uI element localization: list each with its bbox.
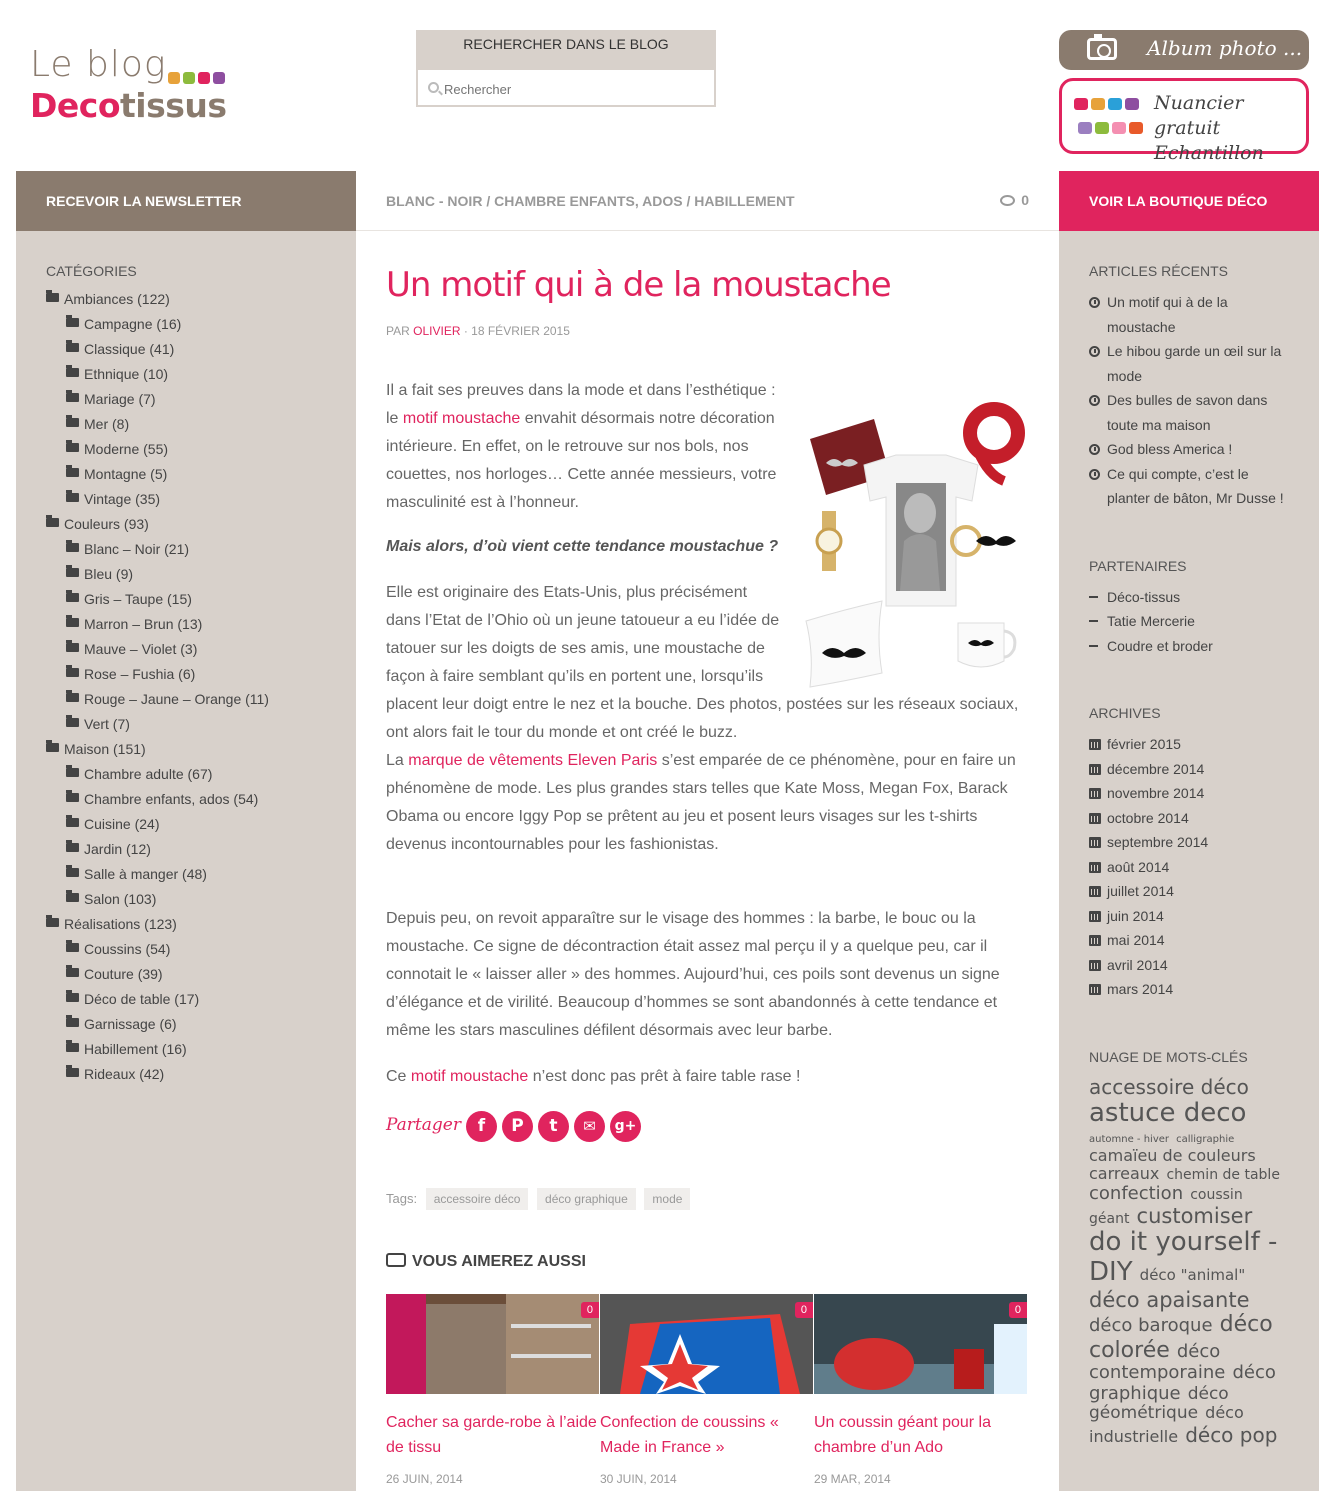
folder-icon (66, 893, 79, 902)
partners-title: PARTENAIRES (1089, 557, 1187, 574)
folder-icon (66, 868, 79, 877)
post-title: Un motif qui à de la moustache (386, 265, 891, 305)
album-label: Album photo ... (1147, 36, 1303, 60)
calendar-icon (1089, 960, 1101, 971)
tags-label: Tags: (386, 1191, 418, 1206)
category-item[interactable] (46, 815, 326, 840)
partner-item[interactable] (1089, 585, 1289, 610)
recent-article-item[interactable] (1089, 339, 1289, 388)
folder-icon (66, 993, 79, 1002)
post-date: · 18 FÉVRIER 2015 (463, 324, 570, 338)
recent-article-link[interactable]: Ce qui compte, c’est le planter de bâton, Mr Dusse ! (1107, 465, 1284, 506)
category-item[interactable] (46, 940, 326, 965)
logo-line-1: Le blog (30, 44, 167, 85)
category-item[interactable] (46, 840, 326, 865)
folder-icon (66, 368, 79, 377)
breadcrumb-sep: / (682, 193, 695, 209)
logo-square (168, 72, 180, 84)
category-item[interactable] (46, 340, 326, 365)
archive-item[interactable] (1089, 928, 1289, 953)
tag-cloud-link[interactable]: coussin géant (1089, 1186, 1243, 1228)
folder-icon (66, 843, 79, 852)
related-thumbnail[interactable] (600, 1294, 813, 1394)
logo-square (183, 72, 195, 84)
left-sidebar (16, 231, 356, 1491)
category-link[interactable]: Réalisations (123) (64, 916, 177, 932)
category-item[interactable] (46, 915, 326, 940)
related-thumbnail[interactable] (814, 1294, 1027, 1394)
folder-icon (66, 1043, 79, 1052)
eleven-paris-link[interactable]: marque de vêtements Eleven Paris (408, 752, 658, 769)
tag-cloud-link[interactable]: déco "animal" (1139, 1266, 1246, 1285)
category-link[interactable]: Déco de table (17) (84, 991, 200, 1007)
partner-item[interactable] (1089, 634, 1289, 659)
category-item[interactable] (46, 740, 326, 765)
category-item[interactable] (46, 665, 326, 690)
archive-item[interactable] (1089, 781, 1289, 806)
category-item[interactable] (46, 1040, 326, 1065)
recent-title: ARTICLES RÉCENTS (1089, 263, 1228, 279)
image-float-spacer (781, 579, 1031, 691)
category-item[interactable] (46, 765, 326, 790)
swatch (1078, 122, 1092, 134)
comment-icon (1000, 195, 1015, 206)
tag-cloud-link[interactable]: confection (1089, 1182, 1184, 1204)
category-link[interactable]: Bleu (9) (84, 566, 134, 582)
post-meta (386, 324, 570, 338)
category-link[interactable]: Mer (8) (84, 416, 130, 432)
tag-cloud-link[interactable]: déco apaisante (1089, 1288, 1250, 1313)
category-link[interactable]: Cuisine (24) (84, 816, 160, 832)
archive-link[interactable]: juin 2014 (1107, 907, 1164, 924)
related-post-date: 30 JUIN, 2014 (600, 1472, 677, 1486)
category-item[interactable] (46, 615, 326, 640)
categories-title: CATÉGORIES (46, 263, 137, 279)
recent-article-item[interactable] (1089, 388, 1289, 437)
category-link[interactable]: Ambiances (122) (64, 291, 170, 307)
calendar-icon (1089, 862, 1101, 873)
calendar-icon (1089, 837, 1101, 848)
archive-item[interactable] (1089, 855, 1289, 880)
folder-icon (66, 443, 79, 452)
archive-link[interactable]: octobre 2014 (1107, 809, 1189, 826)
calendar-icon (1089, 911, 1101, 922)
category-item[interactable] (46, 890, 326, 915)
archives-list (1089, 732, 1289, 1002)
category-link[interactable]: Mariage (7) (84, 391, 156, 407)
recent-article-link[interactable]: Des bulles de savon dans toute ma maison (1107, 392, 1268, 433)
right-sidebar (1059, 231, 1319, 1491)
tag-cloud-link[interactable]: calligraphie (1176, 1134, 1235, 1146)
post-author-link[interactable]: OLIVIER (413, 324, 461, 338)
tag-cloud-link[interactable]: automne - hiver (1089, 1134, 1169, 1146)
folder-icon (66, 1018, 79, 1027)
breadcrumb (356, 171, 1059, 231)
tag-cloud-link[interactable]: do it yourself - DIY (1089, 1227, 1278, 1288)
category-link[interactable]: Montagne (5) (84, 466, 168, 482)
nuancier-line-2: Echantillon (1154, 142, 1264, 164)
calendar-icon (1089, 886, 1101, 897)
tag-cloud-link[interactable]: chemin de table (1166, 1167, 1280, 1184)
logo-deco: Deco (30, 86, 121, 125)
tag-deco-graphique[interactable]: déco graphique (537, 1188, 636, 1210)
category-link[interactable]: Campagne (16) (84, 316, 182, 332)
nuancier-line-1: Nuancier gratuit (1154, 92, 1244, 139)
related-title (386, 1253, 586, 1271)
archive-item[interactable] (1089, 830, 1289, 855)
calendar-icon (1089, 813, 1101, 824)
tag-cloud-link[interactable]: accessoire déco (1089, 1074, 1249, 1099)
archive-link[interactable]: mars 2014 (1107, 981, 1174, 997)
swatch (1129, 122, 1143, 134)
folder-icon (66, 943, 79, 952)
archive-link[interactable]: mai 2014 (1107, 932, 1165, 948)
swatch (1108, 98, 1122, 110)
newsletter-bar[interactable]: RECEVOIR LA NEWSLETTER (16, 171, 356, 231)
dash-icon (1089, 645, 1098, 647)
categories-list (46, 290, 326, 1090)
p1-text-b: envahit désormais notre décoration intérieure. En effet, on le retrouve sur nos bols, nos couettes, nos horloges… Cette année messieurs, votre masculinité est à l’honneur. (386, 410, 777, 511)
tag-cloud-link[interactable]: camaïeu de couleurs (1089, 1145, 1256, 1165)
folder-icon (66, 318, 79, 327)
boutique-button[interactable]: VOIR LA BOUTIQUE DÉCO (1059, 171, 1319, 231)
category-link[interactable]: Salle à manger (48) (84, 866, 207, 882)
related-post-date: 29 MAR, 2014 (814, 1472, 891, 1486)
category-link[interactable]: Garnissage (6) (84, 1016, 177, 1032)
p1-text-a: Il a fait ses preuves dans la mode et dans l’esthétique : le (386, 382, 776, 427)
folder-icon (66, 693, 79, 702)
category-link[interactable]: Classique (41) (84, 341, 175, 357)
p3-text-b: s’est emparée de ce phénomène, pour en faire un phénomène de mode. Les plus grandes stars telles que Kate Moss, Megan Fox, Barack Obama ou encore Iggy Pop se prêtent au jeu et posent leurs visages sur les t-shirts devenus incontournables pour les fashionistas. (386, 752, 1016, 853)
recent-article-item[interactable] (1089, 437, 1289, 462)
category-item[interactable] (46, 290, 326, 315)
recent-article-link[interactable]: Le hibou garde un œil sur la mode (1107, 343, 1282, 384)
category-link[interactable]: Maison (151) (64, 741, 146, 757)
tag-mode[interactable]: mode (644, 1188, 690, 1210)
related-post[interactable] (386, 1294, 599, 1486)
breadcrumb-chambre-enfants[interactable]: CHAMBRE ENFANTS, ADOS (494, 193, 683, 209)
tag-cloud-link[interactable]: déco industrielle (1089, 1403, 1244, 1446)
paragraph-4: Depuis peu, on revoit apparaître sur le visage des hommes : la barbe, le bouc ou la moustache. Ce signe de décontraction était assez mal perçu il y a quelque peu, car il connotait le « laisser aller » des hommes. Aujourd’hui, ces poils sont devenus un signe d’élégance et de virilité. Beaucoup d’hommes se sont abandonnés à cette tendance et même les stars masculines défilent désormais avec leur barbe. (386, 910, 1000, 1039)
category-item[interactable] (46, 690, 326, 715)
partners-list (1089, 585, 1289, 659)
clock-icon (1089, 297, 1100, 308)
category-item[interactable] (46, 315, 326, 340)
archive-link[interactable]: février 2015 (1107, 736, 1181, 752)
dash-icon (1089, 620, 1098, 622)
camera-icon (1087, 38, 1117, 60)
tag-cloud-link[interactable]: déco baroque (1089, 1315, 1213, 1337)
archive-link[interactable]: juillet 2014 (1107, 883, 1174, 899)
category-item[interactable] (46, 565, 326, 590)
search-title: RECHERCHER DANS LE BLOG (418, 32, 714, 70)
calendar-icon (1089, 788, 1101, 799)
category-item[interactable] (46, 965, 326, 990)
paragraph-1 (386, 377, 786, 517)
category-link[interactable]: Marron – Brun (13) (84, 616, 203, 632)
nuancier-text (1154, 91, 1306, 166)
comments-link[interactable] (1000, 192, 1029, 208)
meta-by: PAR (386, 324, 410, 338)
archive-item[interactable] (1089, 953, 1289, 978)
folder-icon (66, 668, 79, 677)
facebook-icon[interactable]: f (466, 1111, 497, 1142)
category-link[interactable]: Rideaux (42) (84, 1066, 165, 1082)
tag-cloud-link[interactable]: déco géométrique (1089, 1383, 1229, 1424)
post-tags (386, 1188, 690, 1210)
category-item[interactable] (46, 990, 326, 1015)
archive-item[interactable] (1089, 977, 1289, 1002)
question-heading: Mais alors, d’où vient cette tendance moustachue ? (386, 538, 779, 555)
clock-icon (1089, 395, 1100, 406)
folder-icon (66, 618, 79, 627)
folder-icon (66, 793, 79, 802)
archive-item[interactable] (1089, 732, 1289, 757)
folder-icon (66, 718, 79, 727)
partner-item[interactable] (1089, 609, 1289, 634)
tag-cloud-link[interactable]: customiser (1136, 1204, 1253, 1229)
breadcrumb-sep: / (482, 193, 495, 209)
folder-icon (46, 293, 59, 302)
category-link[interactable]: Vert (7) (84, 716, 130, 732)
tag-cloud-title: NUAGE DE MOTS-CLÉS (1089, 1048, 1248, 1065)
p3-text-a: La (386, 752, 409, 769)
category-item[interactable] (46, 1015, 326, 1040)
folder-icon (66, 343, 79, 352)
calendar-icon (1089, 764, 1101, 775)
logo-line-2 (30, 86, 227, 125)
category-item[interactable] (46, 490, 326, 515)
twitter-icon[interactable]: t (538, 1111, 569, 1142)
folder-icon (66, 1068, 79, 1077)
swatch (1112, 122, 1126, 134)
clock-icon (1089, 444, 1100, 455)
folder-icon (66, 468, 79, 477)
category-link[interactable]: Couleurs (93) (64, 516, 149, 532)
category-link[interactable]: Blanc – Noir (21) (84, 541, 190, 557)
folder-icon (66, 643, 79, 652)
category-link[interactable]: Salon (103) (84, 891, 157, 907)
folder-icon (66, 393, 79, 402)
folder-icon (66, 493, 79, 502)
category-link[interactable]: Couture (39) (84, 966, 163, 982)
calendar-icon (1089, 935, 1101, 946)
partner-link[interactable]: Déco-tissus (1107, 588, 1181, 605)
nuancier-button[interactable] (1059, 78, 1309, 164)
category-item[interactable] (46, 590, 326, 615)
paragraph-5 (386, 1063, 1031, 1091)
archive-item[interactable] (1089, 757, 1289, 782)
category-item[interactable] (46, 715, 326, 740)
archive-link[interactable]: août 2014 (1107, 858, 1170, 875)
paragraph-2 (386, 579, 1031, 859)
calendar-icon (1089, 984, 1101, 995)
related-comment-badge: 0 (581, 1302, 599, 1318)
google-plus-icon[interactable]: g+ (610, 1111, 641, 1142)
folder-icon (66, 568, 79, 577)
archive-link[interactable]: septembre 2014 (1107, 834, 1209, 850)
category-item[interactable] (46, 415, 326, 440)
pinterest-icon[interactable]: P (502, 1111, 533, 1142)
folder-icon (46, 518, 59, 527)
folder-icon (66, 593, 79, 602)
main-content (356, 231, 1059, 1491)
tag-cloud-link[interactable]: déco pop (1185, 1422, 1278, 1447)
category-item[interactable] (46, 640, 326, 665)
folder-icon (46, 918, 59, 927)
category-link[interactable]: Gris – Taupe (15) (84, 591, 192, 607)
related-comment-badge: 0 (1009, 1302, 1027, 1318)
related-post-date: 26 JUIN, 2014 (386, 1472, 463, 1486)
archive-link[interactable]: décembre 2014 (1107, 760, 1205, 777)
p5-text-b: n’est donc pas prêt à faire table rase ! (528, 1068, 801, 1085)
comment-count: 0 (1021, 192, 1029, 208)
motif-moustache-link[interactable]: motif moustache (402, 410, 521, 427)
thumbs-up-icon (386, 1253, 406, 1267)
partner-link[interactable]: Tatie Mercerie (1107, 613, 1195, 629)
tag-cloud-link[interactable]: déco graphique (1089, 1361, 1276, 1404)
archive-link[interactable]: avril 2014 (1107, 956, 1168, 973)
related-post-title[interactable]: Cacher sa garde-robe à l’aide de tissu (386, 1414, 597, 1456)
category-link[interactable]: Coussins (54) (84, 941, 171, 957)
recent-list (1089, 290, 1289, 511)
album-photo-button[interactable] (1059, 30, 1309, 70)
category-link[interactable]: Rose – Fushia (6) (84, 666, 196, 682)
archive-item[interactable] (1089, 904, 1289, 929)
folder-icon (66, 818, 79, 827)
site-logo[interactable] (30, 44, 230, 134)
category-link[interactable]: Ethnique (10) (84, 366, 169, 382)
category-link[interactable]: Chambre adulte (67) (84, 766, 213, 782)
folder-icon (66, 543, 79, 552)
folder-icon (66, 768, 79, 777)
calendar-icon (1089, 739, 1101, 750)
related-title-text: VOUS AIMEREZ AUSSI (412, 1253, 586, 1270)
archive-item[interactable] (1089, 806, 1289, 831)
logo-tissus: tissus (120, 86, 227, 125)
logo-square (198, 72, 210, 84)
related-post-title[interactable]: Confection de coussins « Made in France » (600, 1414, 779, 1456)
category-link[interactable]: Habillement (16) (84, 1041, 187, 1057)
archive-link[interactable]: novembre 2014 (1107, 785, 1205, 801)
tag-cloud-link[interactable]: déco colorée (1089, 1312, 1273, 1363)
category-item[interactable] (46, 515, 326, 540)
category-item[interactable] (46, 540, 326, 565)
category-link[interactable]: Jardin (12) (84, 841, 151, 857)
related-thumbnail[interactable] (386, 1294, 599, 1394)
recent-article-item[interactable] (1089, 462, 1289, 511)
recent-article-link[interactable]: Un motif qui à de la moustache (1107, 294, 1228, 335)
swatch (1095, 122, 1109, 134)
category-link[interactable]: Mauve – Violet (3) (84, 641, 198, 657)
tag-accessoire-deco[interactable]: accessoire déco (426, 1188, 529, 1210)
dash-icon (1089, 596, 1098, 598)
folder-icon (66, 418, 79, 427)
folder-icon (46, 743, 59, 752)
breadcrumb-blanc-noir[interactable]: BLANC - NOIR (386, 193, 483, 209)
related-comment-badge: 0 (795, 1302, 813, 1318)
related-post[interactable] (600, 1294, 813, 1486)
category-item[interactable] (46, 465, 326, 490)
share-label: Partager (386, 1115, 461, 1135)
archive-item[interactable] (1089, 879, 1289, 904)
category-item[interactable] (46, 365, 326, 390)
category-link[interactable]: Moderne (55) (84, 441, 169, 457)
related-post-title[interactable]: Un coussin géant pour la chambre d’un Ado (814, 1414, 991, 1456)
swatch (1091, 98, 1105, 110)
swatch (1125, 98, 1139, 110)
category-item[interactable] (46, 440, 326, 465)
search-widget (416, 30, 716, 107)
swatch (1074, 98, 1088, 110)
tag-cloud-link[interactable]: déco contemporaine (1089, 1340, 1226, 1383)
category-item[interactable] (46, 865, 326, 890)
category-item[interactable] (46, 790, 326, 815)
p2-text: Elle est originaire des Etats-Unis, plus précisément dans l’Etat de l’Ohio où un jeune tatoueur a eu l’idée de tatouer sur les doigts de ses amis, une moustache de façon à faire semblant qu’ils en portent une, lorsqu’ils placent leur doigt entre le nez et la bouche. Des photos, postées sur les réseaux sociaux, ont alors fait le tour du monde et ont créé le buzz. (386, 584, 1019, 741)
clock-icon (1089, 469, 1100, 480)
category-link[interactable]: Chambre enfants, ados (54) (84, 791, 259, 807)
tag-cloud-link[interactable]: carreaux (1089, 1164, 1160, 1184)
tag-cloud-link[interactable]: astuce deco (1089, 1097, 1247, 1128)
breadcrumb-habillement[interactable]: HABILLEMENT (694, 193, 795, 209)
category-item[interactable] (46, 390, 326, 415)
recent-article-link[interactable]: God bless America ! (1107, 441, 1233, 457)
category-item[interactable] (46, 1065, 326, 1090)
partner-link[interactable]: Coudre et broder (1107, 637, 1213, 654)
folder-icon (66, 968, 79, 977)
motif-moustache-link-2[interactable]: motif moustache (410, 1068, 529, 1085)
p5-text-a: Ce (386, 1068, 411, 1085)
archives-title: ARCHIVES (1089, 705, 1161, 721)
related-post[interactable] (814, 1294, 1027, 1486)
clock-icon (1089, 346, 1100, 357)
tag-cloud (1089, 1076, 1289, 1447)
recent-article-item[interactable] (1089, 290, 1289, 339)
search-input[interactable] (424, 78, 708, 100)
category-link[interactable]: Rouge – Jaune – Orange (11) (84, 691, 269, 707)
category-link[interactable]: Vintage (35) (84, 491, 161, 507)
email-icon[interactable]: ✉ (574, 1111, 605, 1142)
logo-square (213, 72, 225, 84)
